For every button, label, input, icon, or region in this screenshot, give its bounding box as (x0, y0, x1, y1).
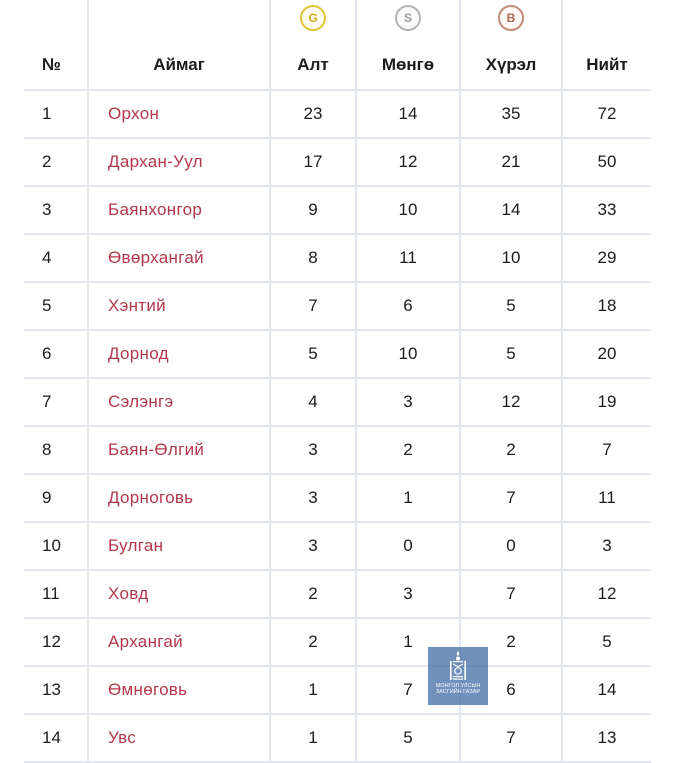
seal-line-2: ЗАСГИЙН ГАЗАР (435, 689, 481, 695)
aimag-link[interactable]: Дорноговь (88, 474, 270, 522)
bronze-count: 21 (460, 138, 562, 186)
aimag-link[interactable]: Булган (88, 522, 270, 570)
government-seal-watermark (428, 647, 488, 705)
silver-count: 10 (356, 186, 460, 234)
total-count: 14 (562, 666, 651, 714)
silver-count: 3 (356, 570, 460, 618)
total-count: 33 (562, 186, 651, 234)
table-row (24, 186, 651, 234)
aimag-link[interactable]: Ховд (88, 570, 270, 618)
aimag-link[interactable]: Архангай (88, 618, 270, 666)
silver-count: 0 (356, 522, 460, 570)
gold-count: 7 (270, 282, 356, 330)
aimag-link[interactable]: Хэнтий (88, 282, 270, 330)
total-count: 72 (562, 90, 651, 138)
rank-cell: 2 (24, 138, 88, 186)
aimag-link[interactable]: Өмнөговь (88, 666, 270, 714)
bronze-count: 2 (460, 618, 562, 666)
bronze-count: 0 (460, 522, 562, 570)
rank-cell: 11 (24, 570, 88, 618)
header-aimag: Аймаг (88, 0, 270, 90)
total-count: 20 (562, 330, 651, 378)
table-row (24, 714, 651, 762)
silver-count: 1 (356, 474, 460, 522)
silver-count: 7 (356, 666, 460, 714)
gold-count: 3 (270, 474, 356, 522)
soyombo-icon (447, 650, 469, 682)
total-count: 19 (562, 378, 651, 426)
silver-count: 11 (356, 234, 460, 282)
bronze-count: 14 (460, 186, 562, 234)
total-count: 13 (562, 714, 651, 762)
table-row (24, 474, 651, 522)
rank-cell: 14 (24, 714, 88, 762)
table-row (24, 570, 651, 618)
table-body (24, 90, 651, 762)
gold-count: 17 (270, 138, 356, 186)
rank-cell: 3 (24, 186, 88, 234)
bronze-count: 35 (460, 90, 562, 138)
aimag-link[interactable]: Увс (88, 714, 270, 762)
gold-count: 2 (270, 570, 356, 618)
aimag-link[interactable]: Сэлэнгэ (88, 378, 270, 426)
table-row (24, 618, 651, 666)
gold-count: 5 (270, 330, 356, 378)
table-row (24, 426, 651, 474)
silver-count: 6 (356, 282, 460, 330)
silver-count: 3 (356, 378, 460, 426)
total-count: 18 (562, 282, 651, 330)
rank-cell: 5 (24, 282, 88, 330)
gold-medal-icon: G (300, 5, 326, 31)
gold-count: 8 (270, 234, 356, 282)
aimag-link[interactable]: Дорнод (88, 330, 270, 378)
rank-cell: 8 (24, 426, 88, 474)
rank-cell: 1 (24, 90, 88, 138)
bronze-count: 7 (460, 714, 562, 762)
header-silver-label: Мөнгө (381, 55, 435, 74)
table-row (24, 282, 651, 330)
silver-count: 10 (356, 330, 460, 378)
silver-medal-icon: S (395, 5, 421, 31)
medal-table (24, 0, 651, 763)
gold-count: 1 (270, 714, 356, 762)
bronze-count: 7 (460, 474, 562, 522)
table-row (24, 330, 651, 378)
rank-cell: 7 (24, 378, 88, 426)
silver-count: 1 (356, 618, 460, 666)
silver-count: 14 (356, 90, 460, 138)
aimag-link[interactable]: Баянхонгор (88, 186, 270, 234)
aimag-link[interactable]: Орхон (88, 90, 270, 138)
total-count: 50 (562, 138, 651, 186)
total-count: 3 (562, 522, 651, 570)
header-silver (356, 0, 460, 90)
header-total: Нийт (562, 0, 651, 90)
aimag-link[interactable]: Өвөрхангай (88, 234, 270, 282)
gold-count: 23 (270, 90, 356, 138)
table-row (24, 666, 651, 714)
aimag-link[interactable]: Дархан-Уул (88, 138, 270, 186)
header-row (24, 0, 651, 90)
table-row (24, 138, 651, 186)
header-gold (270, 0, 356, 90)
header-bronze (460, 0, 562, 90)
bronze-count: 7 (460, 570, 562, 618)
rank-cell: 13 (24, 666, 88, 714)
total-count: 7 (562, 426, 651, 474)
bronze-count: 2 (460, 426, 562, 474)
bronze-medal-icon: B (498, 5, 524, 31)
silver-count: 5 (356, 714, 460, 762)
total-count: 12 (562, 570, 651, 618)
gold-count: 3 (270, 426, 356, 474)
silver-count: 12 (356, 138, 460, 186)
rank-cell: 9 (24, 474, 88, 522)
rank-cell: 6 (24, 330, 88, 378)
total-count: 5 (562, 618, 651, 666)
table-header (24, 0, 651, 90)
header-bronze-label: Хүрэл (485, 55, 537, 74)
header-number: № (24, 0, 88, 90)
gold-count: 9 (270, 186, 356, 234)
aimag-link[interactable]: Баян-Өлгий (88, 426, 270, 474)
bronze-count: 6 (460, 666, 562, 714)
total-count: 11 (562, 474, 651, 522)
total-count: 29 (562, 234, 651, 282)
bronze-count: 5 (460, 330, 562, 378)
gold-count: 4 (270, 378, 356, 426)
rank-cell: 10 (24, 522, 88, 570)
silver-count: 2 (356, 426, 460, 474)
rank-cell: 12 (24, 618, 88, 666)
table-row (24, 522, 651, 570)
bronze-count: 12 (460, 378, 562, 426)
seal-caption (436, 683, 481, 695)
table-row (24, 378, 651, 426)
seal-line-1: МОНГОЛ УЛСЫН (435, 683, 481, 689)
gold-count: 1 (270, 666, 356, 714)
table-row (24, 90, 651, 138)
header-gold-label: Алт (297, 55, 329, 74)
gold-count: 2 (270, 618, 356, 666)
bronze-count: 10 (460, 234, 562, 282)
table-row (24, 234, 651, 282)
bronze-count: 5 (460, 282, 562, 330)
gold-count: 3 (270, 522, 356, 570)
rank-cell: 4 (24, 234, 88, 282)
